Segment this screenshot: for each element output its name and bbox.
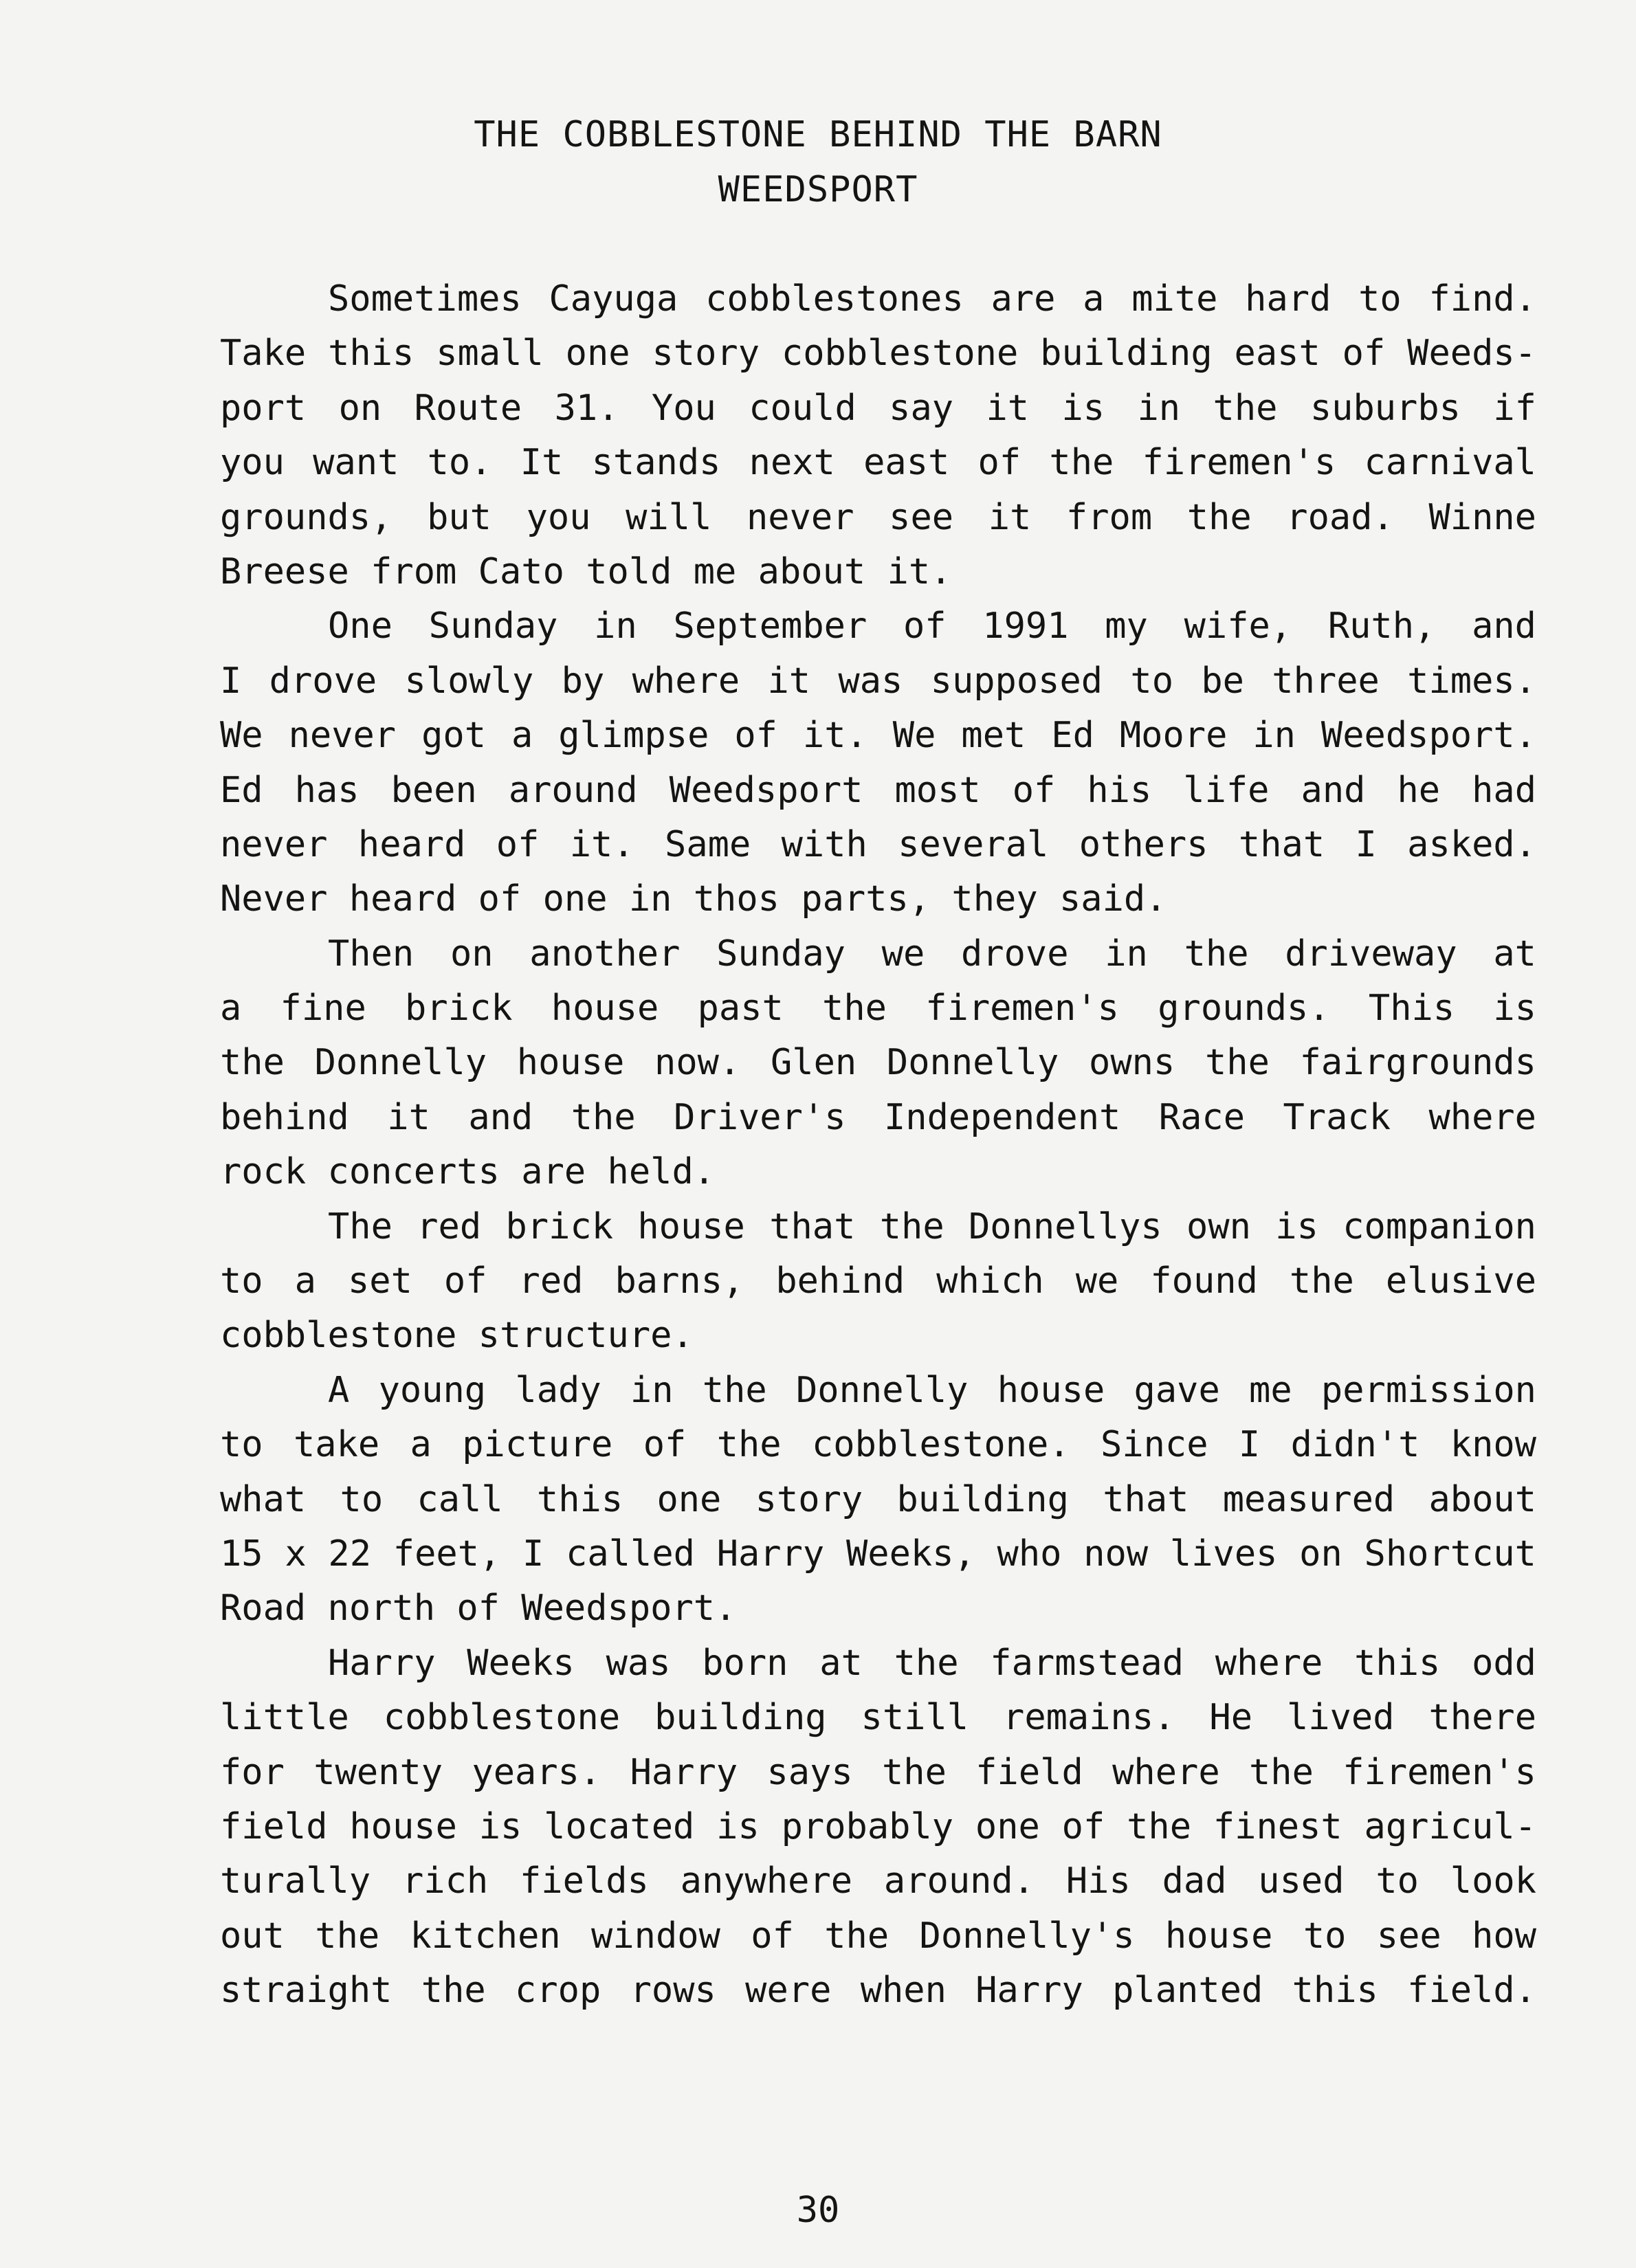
text-line: little cobblestone building still remains. He lived there: [220, 1697, 1536, 1739]
text-line: Road north of Weedsport.: [220, 1588, 737, 1630]
text-line: a fine brick house past the firemen's grounds. This is: [220, 988, 1536, 1030]
text-line: One Sunday in September of 1991 my wife, Ruth, and: [328, 605, 1536, 647]
text-line: Ed has been around Weedsport most of his life and he had: [220, 769, 1536, 811]
text-line: Breese from Cato told me about it.: [220, 551, 952, 592]
page-subtitle: WEEDSPORT: [718, 169, 918, 210]
text-line: field house is located is probably one of the finest agricul-: [220, 1805, 1536, 1847]
text-line: for twenty years. Harry says the field where the firemen's: [220, 1751, 1536, 1793]
text-line: to take a picture of the cobblestone. Since I didn't know: [220, 1424, 1536, 1466]
text-line: grounds, but you will never see it from the road. Winne: [220, 496, 1536, 538]
text-line: Then on another Sunday we drove in the driveway at: [328, 933, 1536, 975]
text-line: A young lady in the Donnelly house gave me permission: [328, 1369, 1536, 1411]
text-line: Harry Weeks was born at the farmstead where this odd: [328, 1642, 1536, 1684]
text-line: straight the crop rows were when Harry planted this field.: [220, 1970, 1536, 2012]
text-line: I drove slowly by where it was supposed to be three times.: [220, 660, 1536, 702]
text-line: turally rich fields anywhere around. His dad used to look: [220, 1860, 1536, 1902]
text-line: port on Route 31. You could say it is in the suburbs if: [220, 387, 1536, 429]
text-line: 15 x 22 feet, I called Harry Weeks, who now lives on Shortcut: [220, 1533, 1536, 1575]
text-line: rock concerts are held.: [220, 1151, 716, 1193]
text-line: out the kitchen window of the Donnelly's house to see how: [220, 1915, 1536, 1957]
text-line: to a set of red barns, behind which we found the elusive: [220, 1260, 1536, 1302]
text-line: the Donnelly house now. Glen Donnelly owns the fairgrounds: [220, 1042, 1536, 1084]
article-body: [220, 272, 1536, 2019]
text-line: We never got a glimpse of it. We met Ed Moore in Weedsport.: [220, 715, 1536, 757]
text-line: cobblestone structure.: [220, 1315, 694, 1357]
text-line: Sometimes Cayuga cobblestones are a mite hard to find.: [328, 278, 1536, 320]
text-line: behind it and the Driver's Independent Race Track where: [220, 1096, 1536, 1138]
text-line: Never heard of one in thos parts, they said.: [220, 878, 1167, 920]
text-line: never heard of it. Same with several others that I asked.: [220, 823, 1536, 865]
text-line: Take this small one story cobblestone building east of Weeds-: [220, 333, 1536, 375]
text-line: what to call this one story building that measured about: [220, 1478, 1536, 1520]
text-line: you want to. It stands next east of the firemen's carnival: [220, 442, 1536, 484]
page-title: THE COBBLESTONE BEHIND THE BARN: [474, 114, 1162, 155]
text-line: The red brick house that the Donnellys own is companion: [328, 1205, 1536, 1247]
page-number: 30: [796, 2190, 840, 2231]
